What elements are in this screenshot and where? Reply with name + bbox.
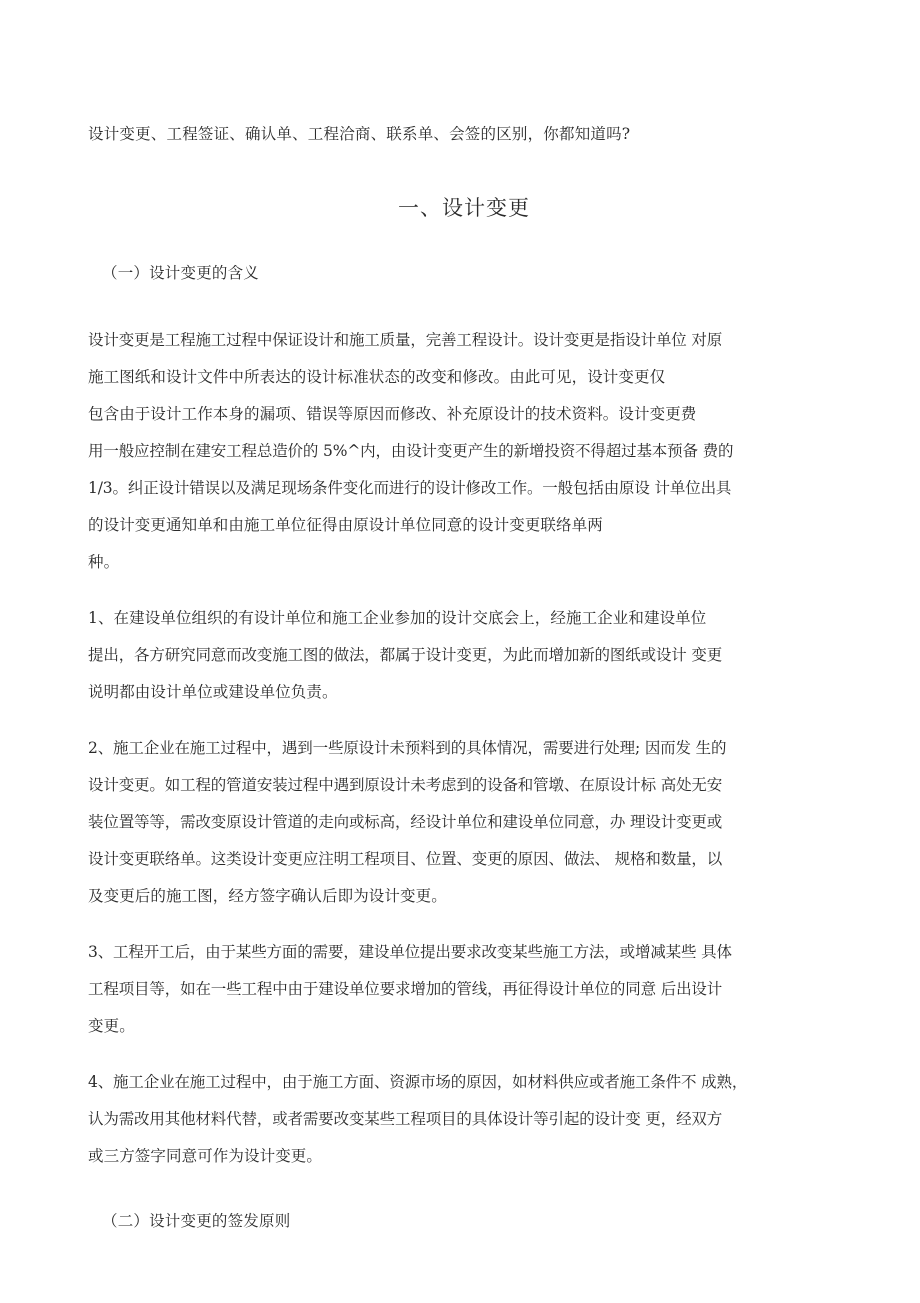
paragraph-line: 设计变更是工程施工过程中保证设计和施工质量，完善工程设计。设计变更是指设计单位 对原	[88, 331, 723, 349]
paragraph-line: 3、工程开工后，由于某些方面的需要，建设单位提出要求改变某些施工方法，或增减某些 具体	[88, 943, 732, 961]
paragraph-line: 及变更后的施工图，经方签字确认后即为设计变更。	[88, 887, 447, 905]
paragraph-line: 1、在建设单位组织的有设计单位和施工企业参加的设计交底会上，经施工企业和建设单位	[88, 609, 707, 627]
paragraph-line: 变更。	[88, 1017, 135, 1035]
paragraph-line: 认为需改用其他材料代替，或者需要改变某些工程项目的具体设计等引起的设计变 更，经双方	[88, 1110, 723, 1128]
paragraph-line: 用一般应控制在建安工程总造价的 5%^内，由设计变更产生的新增投资不得超过基本预备 费的	[88, 442, 734, 460]
subsection-heading-one: （一）设计变更的含义	[102, 264, 260, 282]
paragraph-line: 4、施工企业在施工过程中，由于施工方面、资源市场的原因，如材料供应或者施工条件不 成熟，	[88, 1073, 748, 1091]
paragraph-line: 装位置等等，需改变原设计管道的走向或标高，经设计单位和建设单位同意，办 理设计变更或	[88, 813, 723, 831]
subsection-heading-two: （二）设计变更的签发原则	[102, 1212, 291, 1230]
numbered-paragraph-1	[88, 581, 840, 711]
paragraph-line: 提出，各方研究同意而改变施工图的做法，都属于设计变更，为此而增加新的图纸或设计 变更	[88, 646, 723, 664]
paragraph-line: 说明都由设计单位或建设单位负责。	[88, 683, 338, 701]
paragraph-line: 包含由于设计工作本身的漏项、错误等原因而修改、补充原设计的技术资料。设计变更费	[88, 405, 697, 423]
numbered-paragraph-2	[88, 711, 840, 915]
numbered-paragraph-3	[88, 915, 840, 1045]
paragraph-line: 施工图纸和设计文件中所表达的设计标准状态的改变和修改。由此可见，设计变更仅	[88, 368, 666, 386]
paragraph-line: 设计变更。如工程的管道安装过程中遇到原设计未考虑到的设备和管墩、在原设计标 高处无安	[88, 776, 723, 794]
paragraph-line: 或三方签字同意可作为设计变更。	[88, 1147, 323, 1165]
paragraph-line: 种。	[88, 553, 120, 571]
paragraph-line: 设计变更联络单。这类设计变更应注明工程项目、位置、变更的原因、做法、 规格和数量，以	[88, 850, 723, 868]
paragraph-line: 的设计变更通知单和由施工单位征得由原设计单位同意的设计变更联络单两	[88, 516, 603, 534]
paragraph-line: 1/3。纠正设计错误以及满足现场条件变化而进行的设计修改工作。一般包括由原设 计单位出具	[88, 479, 732, 497]
document-title: 设计变更、工程签证、确认单、工程洽商、联系单、会签的区别，你都知道吗?	[88, 125, 631, 143]
definition-paragraph	[88, 292, 840, 581]
document-content	[88, 0, 840, 1240]
numbered-paragraph-4	[88, 1045, 840, 1175]
paragraph-line: 2、施工企业在施工过程中，遇到一些原设计未预料到的具体情况，需要进行处理; 因而发 生的	[88, 739, 727, 757]
section-heading: 一、设计变更	[398, 196, 530, 220]
paragraph-line: 工程项目等，如在一些工程中由于建设单位要求增加的管线，再征得设计单位的同意 后出设计	[88, 980, 723, 998]
